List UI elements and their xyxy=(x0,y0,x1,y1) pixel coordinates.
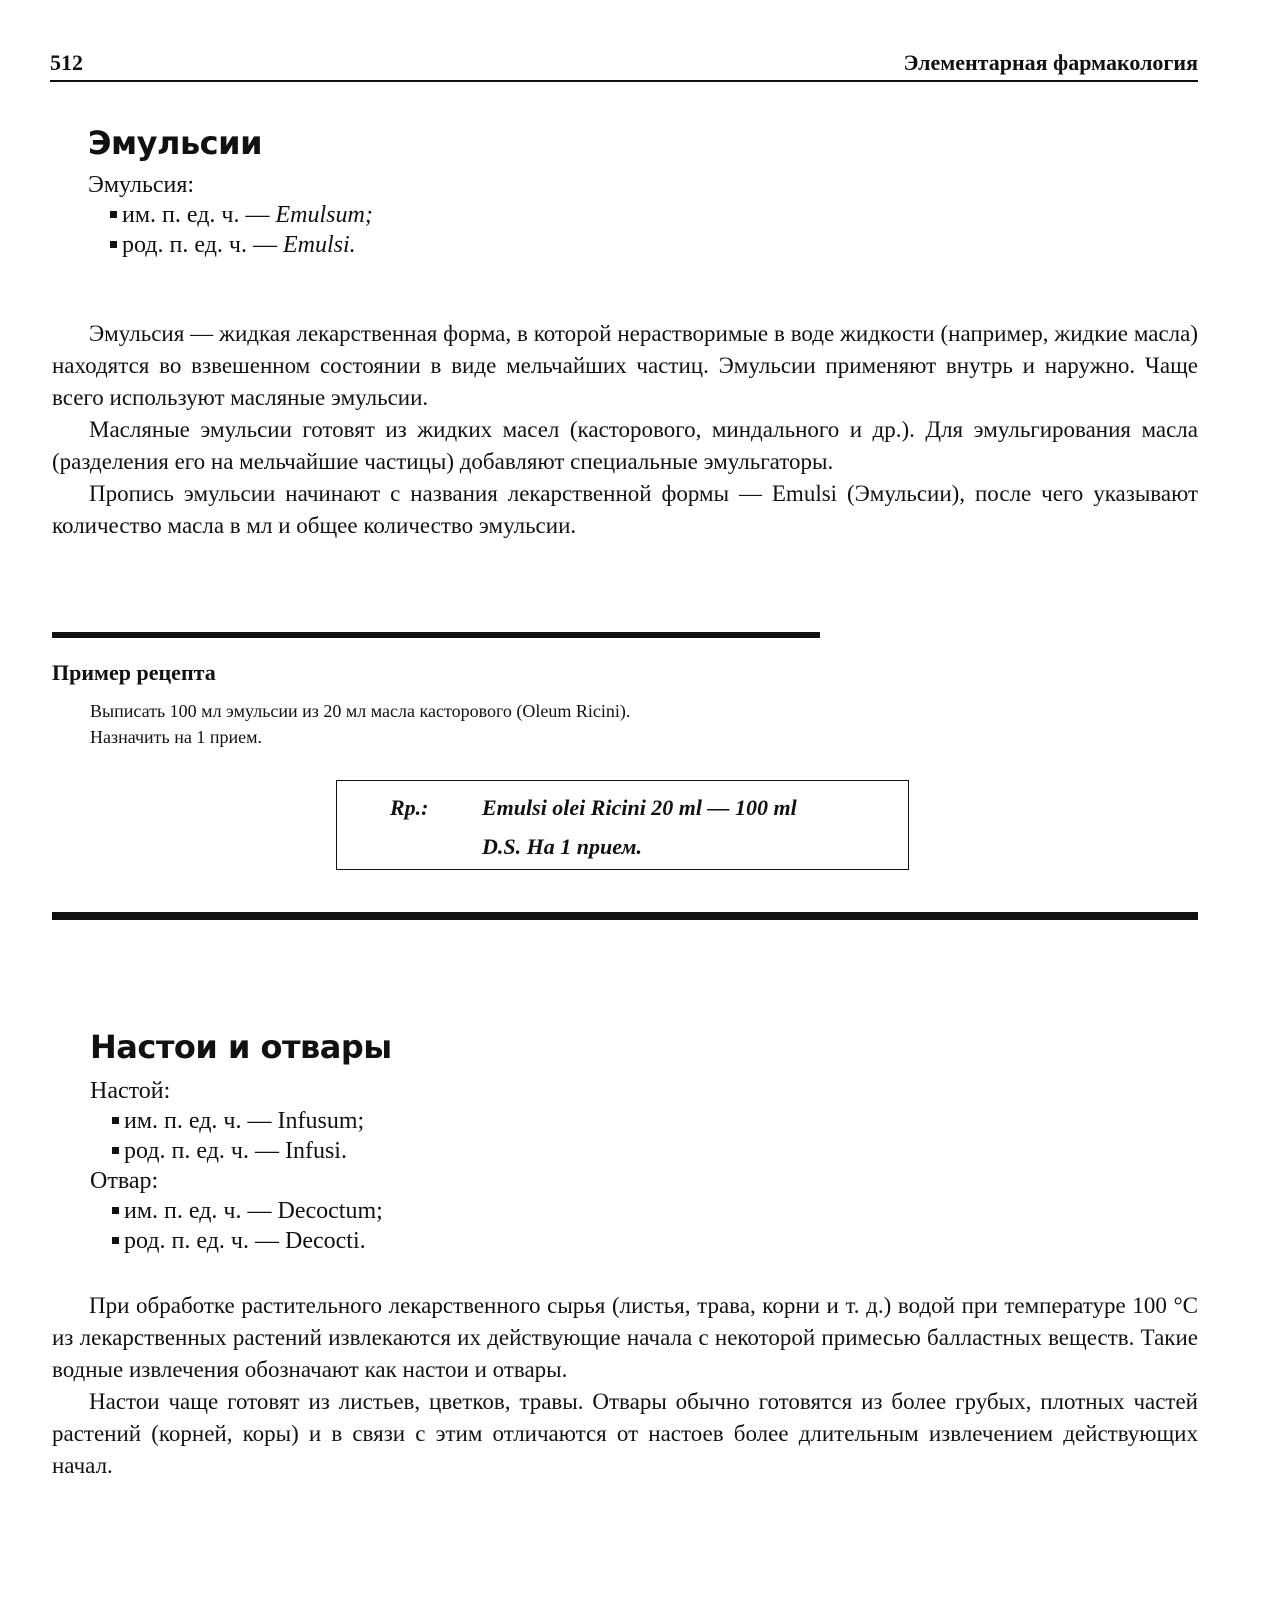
nominative-case-line xyxy=(90,1196,383,1226)
square-bullet-icon xyxy=(110,241,117,248)
term-label: Отвар: xyxy=(90,1168,159,1194)
latin-term: Emulsi. xyxy=(282,232,356,258)
nominative-case-line xyxy=(88,200,373,230)
paragraph: Пропись эмульсии начинают с названия лекарственной формы — Emulsi (Эмульсии), после чего указывают количество масла в мл и общее количество эмульсии. xyxy=(52,481,1198,538)
running-head xyxy=(50,44,1198,82)
paragraph: Масляные эмульсии готовят из жидких масел (касторового, миндального и др.). Для эмульгирования масла (разделения его на мельчайшие частицы) добавляют специальные эмульгаторы. xyxy=(52,417,1198,474)
infusions-body xyxy=(52,1290,1198,1482)
running-title: Элементарная фармакология xyxy=(903,50,1198,75)
genitive-case-line xyxy=(90,1136,383,1166)
recipe-line: Emulsi olei Ricini 20 ml — 100 ml xyxy=(482,795,797,820)
square-bullet-icon xyxy=(112,1237,119,1244)
section-heading-infusions: Настои и отвары xyxy=(90,1028,392,1066)
case-text: им. п. ед. ч. — Infusum; xyxy=(124,1108,365,1134)
square-bullet-icon xyxy=(112,1207,119,1214)
case-text: им. п. ед. ч. — Decoctum; xyxy=(124,1198,383,1224)
term-label: Настой: xyxy=(90,1078,171,1104)
case-text: род. п. ед. ч. — Decocti. xyxy=(124,1228,366,1254)
example-instructions xyxy=(90,698,630,750)
example-line: Назначить на 1 прием. xyxy=(90,727,263,747)
paragraph: Эмульсия — жидкая лекарственная форма, в которой нерастворимые в воде жидкости (например, жидкие масла) находятся во взвешенном состоянии в виде мельчайших частиц. Эмульсии применяют внутрь и наружно. Чаще всего используют масляные эмульсии. xyxy=(52,321,1198,410)
square-bullet-icon xyxy=(110,211,117,218)
case-prefix: им. п. ед. ч. — xyxy=(122,202,276,228)
recipe-rp: Rp.: xyxy=(390,795,429,820)
recipe-box xyxy=(336,780,909,870)
paragraph: При обработке растительного лекарственного сырья (листья, трава, корни и т. д.) водой при температуре 100 °С из лекарственных растений извлекаются их действующие начала с некоторой примесью балластных веществ. Такие водные извлечения обозначают как настои и отвары. xyxy=(52,1293,1198,1382)
square-bullet-icon xyxy=(112,1117,119,1124)
paragraph: Настои чаще готовят из листьев, цветков, травы. Отвары обычно готовятся из более грубых, плотных частей растений (корней, коры) и в связи с этим отличаются от настоев более длительным извлечением действующих начал. xyxy=(52,1389,1198,1478)
case-prefix: род. п. ед. ч. — xyxy=(122,232,283,258)
recipe-line: D.S. На 1 прием. xyxy=(482,834,642,859)
genitive-case-line xyxy=(88,230,373,260)
emulsion-term-block xyxy=(88,170,373,260)
case-text: род. п. ед. ч. — Infusi. xyxy=(124,1138,347,1164)
example-title: Пример рецепта xyxy=(52,660,216,685)
example-top-rule xyxy=(52,632,820,638)
infusion-term-block xyxy=(90,1076,383,1256)
section-heading-emulsions: Эмульсии xyxy=(88,124,262,162)
example-bottom-rule xyxy=(52,912,1198,920)
term-label: Эмульсия: xyxy=(88,172,195,198)
nominative-case-line xyxy=(90,1106,383,1136)
page-number: 512 xyxy=(50,50,83,75)
example-line: Выписать 100 мл эмульсии из 20 мл масла касторового (Oleum Ricini). xyxy=(90,701,631,721)
square-bullet-icon xyxy=(112,1147,119,1154)
emulsions-body xyxy=(52,318,1198,542)
genitive-case-line xyxy=(90,1226,383,1256)
latin-term: Emulsum; xyxy=(275,202,373,228)
